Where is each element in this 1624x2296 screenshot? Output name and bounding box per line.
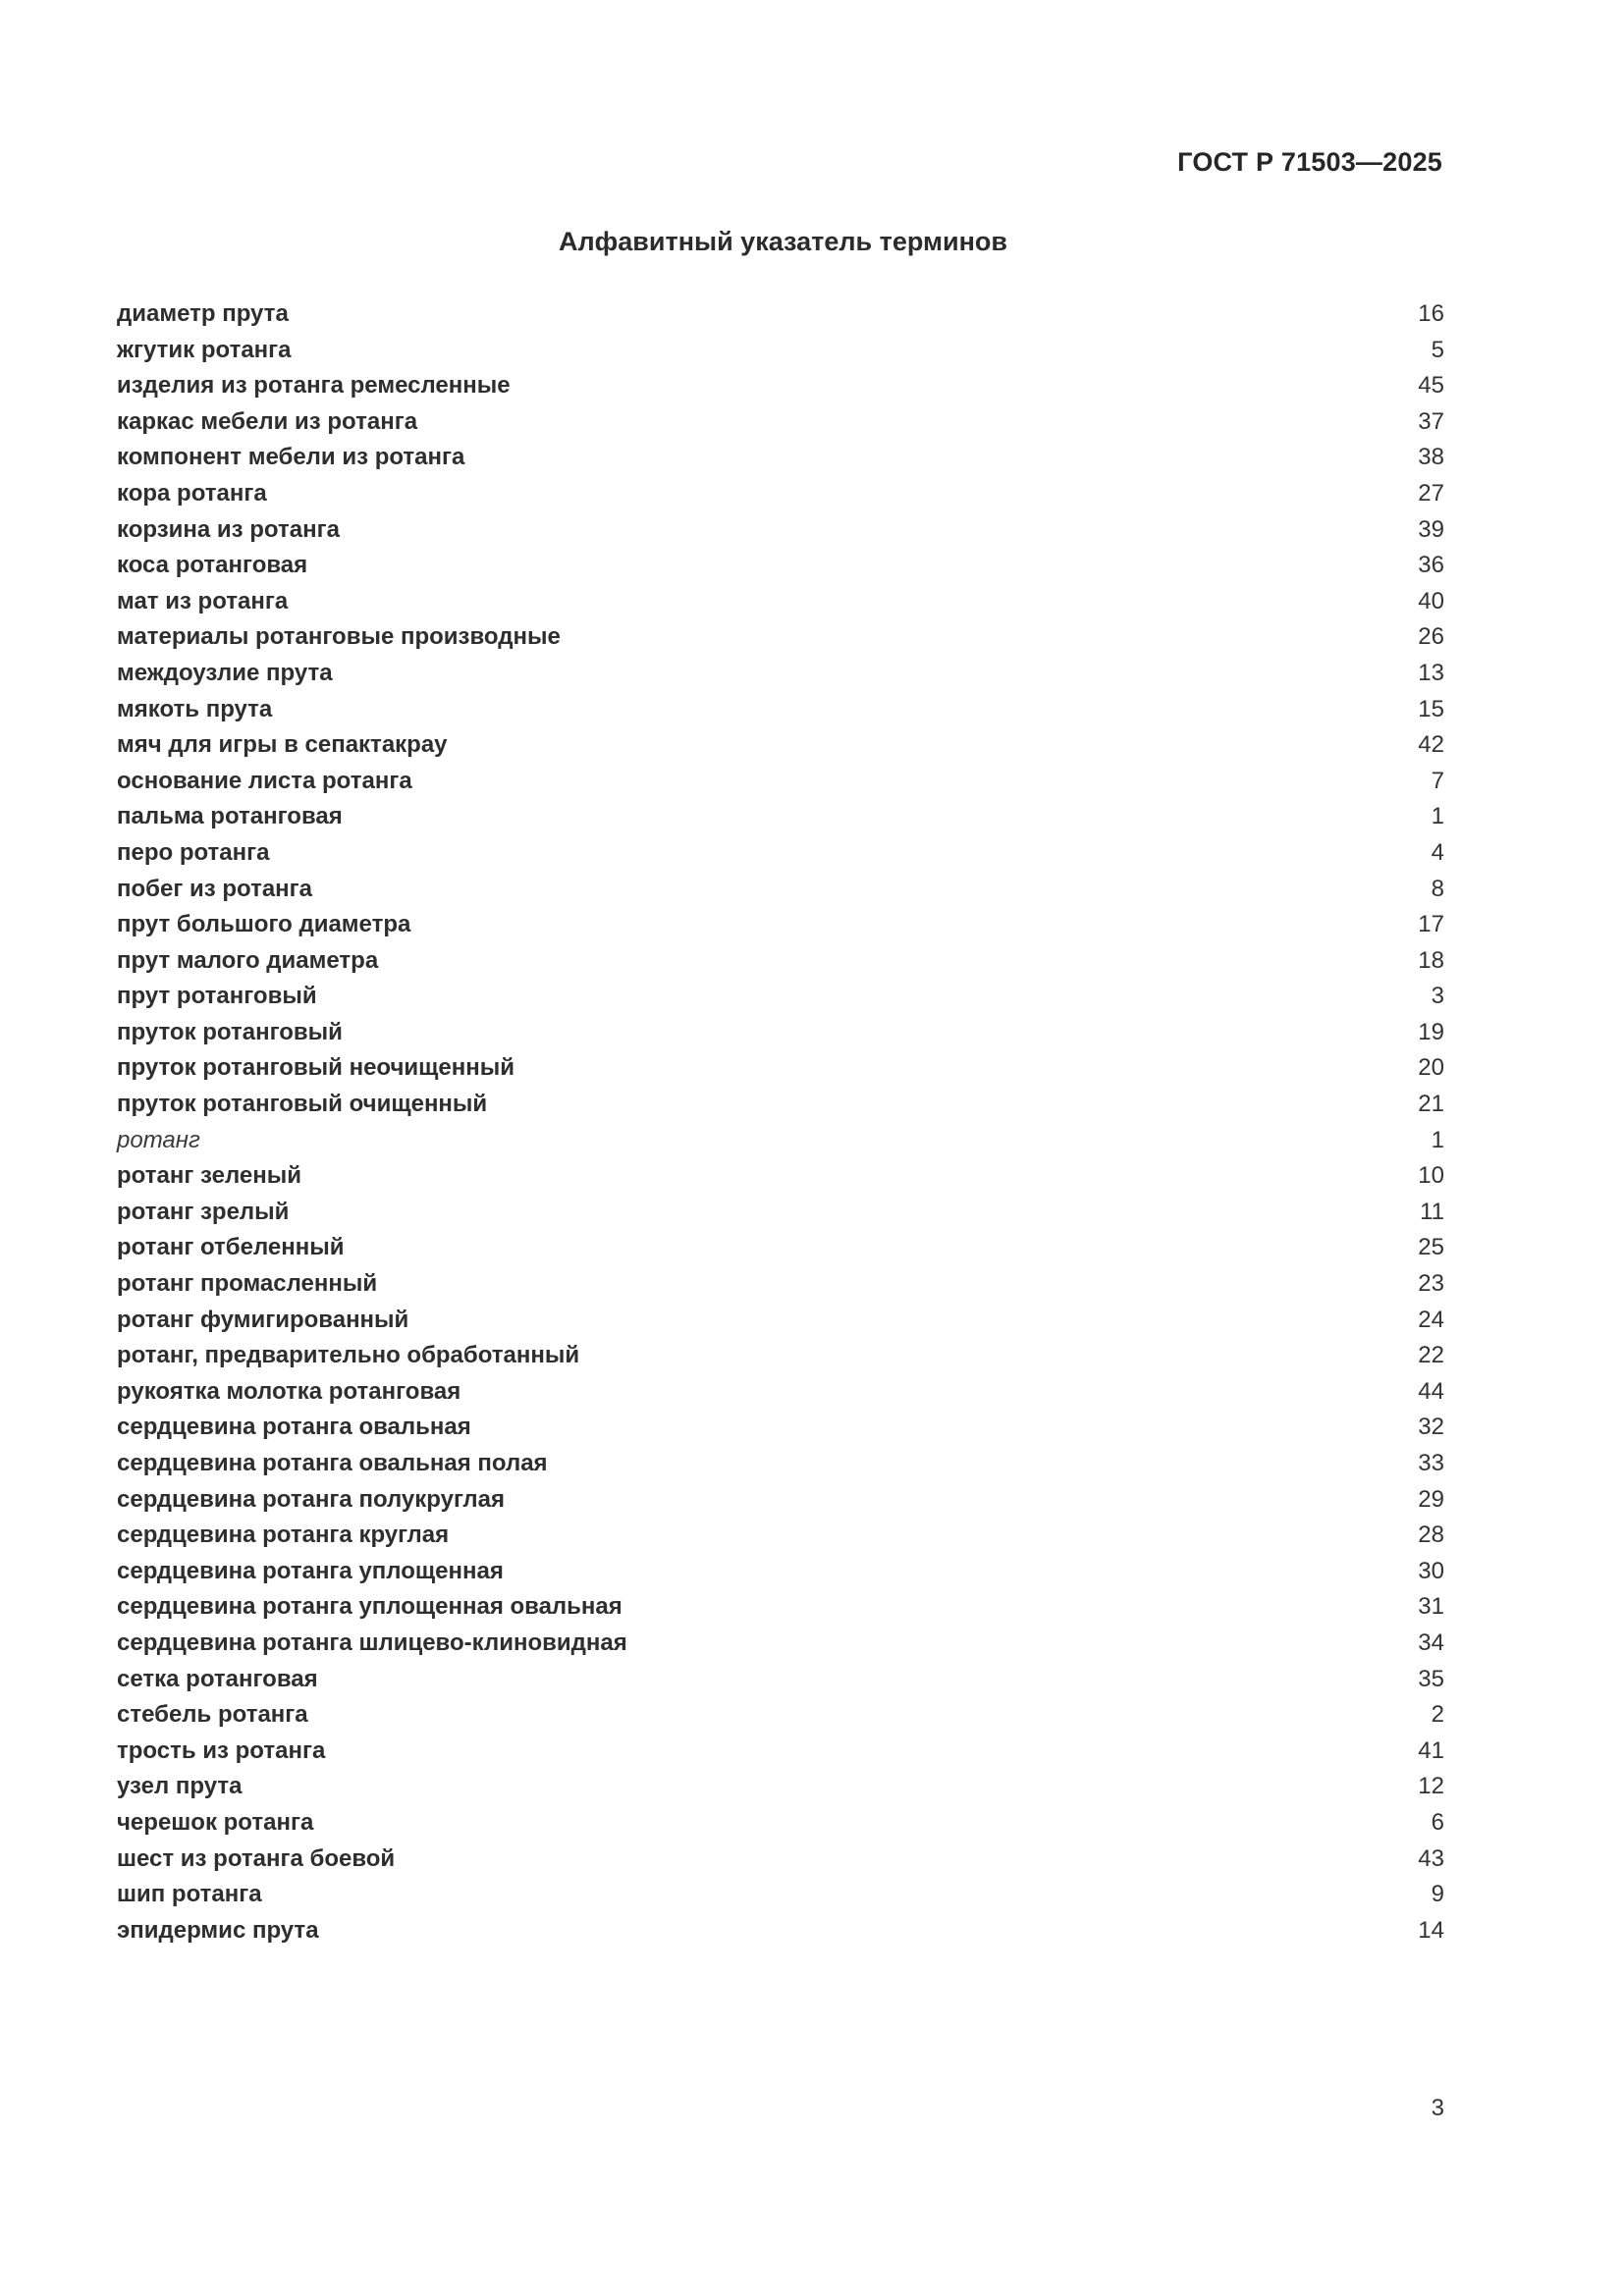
term-number: 17 (1418, 911, 1444, 938)
term-number: 18 (1418, 946, 1444, 974)
term-row (117, 1338, 1444, 1374)
term-number: 37 (1418, 407, 1444, 435)
term-name: сетка ротанговая (117, 1665, 318, 1692)
term-number: 14 (1418, 1916, 1444, 1944)
term-number: 5 (1431, 336, 1444, 363)
term-row (117, 1877, 1444, 1913)
term-number: 28 (1418, 1522, 1444, 1549)
term-number: 32 (1418, 1414, 1444, 1441)
term-number: 27 (1418, 479, 1444, 507)
term-name: эпидермис прута (117, 1916, 319, 1944)
term-number: 40 (1418, 587, 1444, 614)
term-number: 16 (1418, 300, 1444, 327)
term-row (117, 835, 1444, 872)
term-row (117, 512, 1444, 549)
term-row (117, 404, 1444, 441)
term-name: основание листа ротанга (117, 767, 412, 794)
term-name: стебель ротанга (117, 1701, 308, 1729)
term-number: 22 (1418, 1342, 1444, 1369)
term-name: ротанг отбеленный (117, 1234, 345, 1261)
term-number: 33 (1418, 1450, 1444, 1476)
term-row (117, 1697, 1444, 1734)
term-row (117, 1805, 1444, 1842)
term-number: 38 (1418, 444, 1444, 471)
term-row (117, 799, 1444, 835)
term-number: 12 (1418, 1773, 1444, 1800)
term-name: ротанг фумигированный (117, 1306, 409, 1333)
term-row (117, 1050, 1444, 1087)
term-number: 7 (1431, 767, 1444, 794)
term-name: мякоть прута (117, 695, 273, 722)
term-number: 15 (1418, 695, 1444, 722)
term-name: кора ротанга (117, 479, 267, 507)
term-row (117, 1662, 1444, 1698)
term-name: ротанг (117, 1126, 200, 1153)
term-row (117, 1374, 1444, 1411)
term-row (117, 584, 1444, 620)
term-row (117, 1087, 1444, 1123)
term-number: 10 (1418, 1162, 1444, 1190)
term-name: шип ротанга (117, 1881, 262, 1908)
term-number: 3 (1431, 983, 1444, 1010)
term-name: шест из ротанга боевой (117, 1844, 396, 1872)
term-number: 36 (1418, 552, 1444, 579)
term-name: материалы ротанговые производные (117, 623, 561, 651)
term-row (117, 1589, 1444, 1626)
term-row (117, 1266, 1444, 1303)
term-number: 4 (1431, 838, 1444, 866)
term-row (117, 333, 1444, 369)
term-name: пруток ротанговый (117, 1018, 343, 1045)
term-number: 43 (1418, 1844, 1444, 1872)
term-number: 25 (1418, 1234, 1444, 1261)
term-number: 39 (1418, 515, 1444, 543)
term-row (117, 1554, 1444, 1590)
term-number: 42 (1418, 731, 1444, 759)
term-name: прут малого диаметра (117, 946, 379, 974)
term-row (117, 1734, 1444, 1770)
term-name: пальма ротанговая (117, 803, 343, 830)
term-row (117, 440, 1444, 476)
term-name: каркас мебели из ротанга (117, 407, 418, 435)
term-row (117, 692, 1444, 728)
term-name: сердцевина ротанга овальная (117, 1414, 471, 1441)
term-name: узел прута (117, 1773, 243, 1800)
term-name: сердцевина ротанга круглая (117, 1522, 450, 1549)
term-name: мат из ротанга (117, 587, 289, 614)
page-number: 3 (1431, 2095, 1444, 2121)
term-row (117, 1123, 1444, 1159)
term-number: 34 (1418, 1629, 1444, 1656)
term-row (117, 296, 1444, 333)
term-name: ротанг промасленный (117, 1270, 378, 1298)
term-name: прут большого диаметра (117, 911, 411, 938)
term-name: мяч для игры в сепактакрау (117, 731, 448, 759)
term-number: 1 (1431, 803, 1444, 830)
term-row (117, 1015, 1444, 1051)
term-name: пруток ротанговый очищенный (117, 1091, 488, 1118)
term-row (117, 1842, 1444, 1878)
term-name: ротанг зрелый (117, 1198, 290, 1225)
term-number: 44 (1418, 1377, 1444, 1405)
term-name: прут ротанговый (117, 983, 317, 1010)
term-row (117, 1913, 1444, 1949)
term-name: сердцевина ротанга шлицево-клиновидная (117, 1629, 627, 1656)
term-number: 11 (1420, 1198, 1444, 1225)
term-number: 21 (1418, 1091, 1444, 1118)
term-name: жгутик ротанга (117, 336, 292, 363)
term-name: диаметр прута (117, 300, 289, 327)
term-number: 41 (1418, 1736, 1444, 1764)
term-row (117, 1230, 1444, 1266)
term-name: рукоятка молотка ротанговая (117, 1377, 461, 1405)
term-row (117, 1626, 1444, 1662)
term-number: 35 (1418, 1665, 1444, 1692)
term-number: 8 (1431, 875, 1444, 902)
term-number: 24 (1418, 1306, 1444, 1333)
term-name: побег из ротанга (117, 875, 313, 902)
term-name: пруток ротанговый неочищенный (117, 1054, 515, 1082)
term-row (117, 1410, 1444, 1446)
term-name: трость из ротанга (117, 1736, 326, 1764)
term-number: 19 (1418, 1018, 1444, 1045)
term-row (117, 943, 1444, 980)
term-name: сердцевина ротанга уплощенная (117, 1557, 504, 1584)
term-name: междоузлие прута (117, 659, 333, 686)
term-row (117, 368, 1444, 404)
term-name: сердцевина ротанга уплощенная овальная (117, 1593, 623, 1621)
index-title: Алфавитный указатель терминов (559, 227, 1007, 256)
term-index-list (117, 296, 1444, 1949)
term-number: 6 (1431, 1808, 1444, 1836)
term-row (117, 1195, 1444, 1231)
term-name: черешок ротанга (117, 1808, 314, 1836)
term-number: 20 (1418, 1054, 1444, 1082)
term-name: перо ротанга (117, 838, 270, 866)
term-row (117, 907, 1444, 943)
term-number: 45 (1418, 372, 1444, 400)
term-number: 13 (1418, 659, 1444, 686)
term-number: 1 (1431, 1126, 1444, 1153)
term-number: 30 (1418, 1557, 1444, 1584)
term-row (117, 1518, 1444, 1554)
term-row (117, 727, 1444, 764)
term-row (117, 1446, 1444, 1482)
term-row (117, 476, 1444, 512)
term-name: корзина из ротанга (117, 515, 340, 543)
term-row (117, 1482, 1444, 1519)
term-number: 26 (1418, 623, 1444, 651)
term-name: сердцевина ротанга овальная полая (117, 1450, 548, 1476)
term-row (117, 764, 1444, 800)
term-number: 9 (1431, 1881, 1444, 1908)
term-row (117, 1769, 1444, 1805)
term-row (117, 1158, 1444, 1195)
term-name: сердцевина ротанга полукруглая (117, 1485, 505, 1513)
term-row (117, 656, 1444, 692)
document-id-header: ГОСТ Р 71503—2025 (1177, 147, 1442, 177)
term-name: ротанг зеленый (117, 1162, 301, 1190)
term-name: изделия из ротанга ремесленные (117, 372, 511, 400)
term-number: 23 (1418, 1270, 1444, 1298)
term-number: 31 (1418, 1593, 1444, 1621)
term-row (117, 548, 1444, 584)
term-name: ротанг, предварительно обработанный (117, 1342, 580, 1369)
term-name: коса ротанговая (117, 552, 308, 579)
term-row (117, 1303, 1444, 1339)
term-row (117, 979, 1444, 1015)
term-row (117, 872, 1444, 908)
term-number: 29 (1418, 1485, 1444, 1513)
term-row (117, 619, 1444, 656)
term-name: компонент мебели из ротанга (117, 444, 465, 471)
term-number: 2 (1431, 1701, 1444, 1729)
